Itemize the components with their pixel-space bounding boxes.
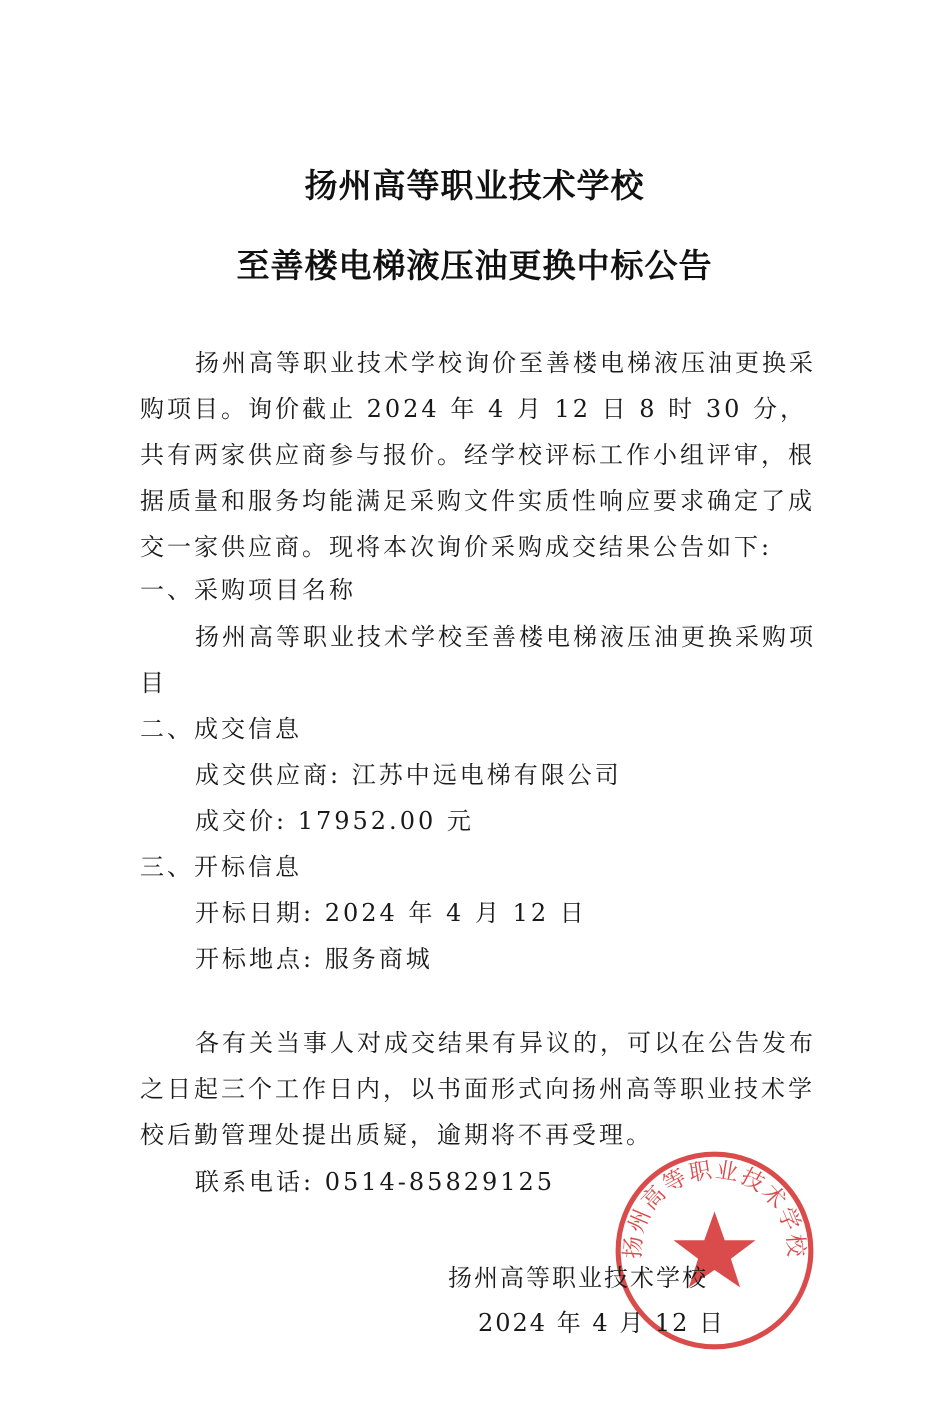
notice-title-line2: 至善楼电梯液压油更换中标公告 (236, 246, 713, 285)
deal-price: 成交价: 17952.00 元 (195, 807, 474, 835)
deal-supplier: 成交供应商: 江苏中远电梯有限公司 (195, 761, 622, 789)
seal-text: 扬州高等职业技术学校 (620, 1157, 809, 1260)
project-name-line1: 扬州高等职业技术学校至善楼电梯液压油更换采购项 (195, 623, 816, 651)
project-name-line2: 目 (140, 669, 167, 697)
signature-organization: 扬州高等职业技术学校 (448, 1264, 708, 1292)
contact-phone: 联系电话: 0514-85829125 (195, 1168, 556, 1196)
section2-heading: 二、成交信息 (140, 715, 302, 743)
section1-heading: 一、采购项目名称 (140, 576, 356, 604)
bid-opening-place: 开标地点: 服务商城 (195, 945, 433, 973)
intro-paragraph: 扬州高等职业技术学校询价至善楼电梯液压油更换采购项目。询价截止 2024 年 4 月 12 日 8 时 30 分，共有两家供应商参与报价。经学校评标工作小组评审，根据质量和服务均能满足采购文件实质性响应要求确定了成交一家供应商。现将本次询价采购成交结果公告如下: (140, 349, 816, 561)
objection-paragraph: 各有关当事人对成交结果有异议的，可以在公告发布之日起三个工作日内，以书面形式向扬州高等职业技术学校后勤管理处提出质疑，逾期将不再受理。 (140, 1029, 816, 1149)
section3-heading: 三、开标信息 (140, 853, 302, 881)
signature-date: 2024 年 4 月 12 日 (478, 1309, 726, 1337)
notice-title-line1: 扬州高等职业技术学校 (304, 166, 645, 205)
bid-opening-date: 开标日期: 2024 年 4 月 12 日 (195, 899, 587, 927)
